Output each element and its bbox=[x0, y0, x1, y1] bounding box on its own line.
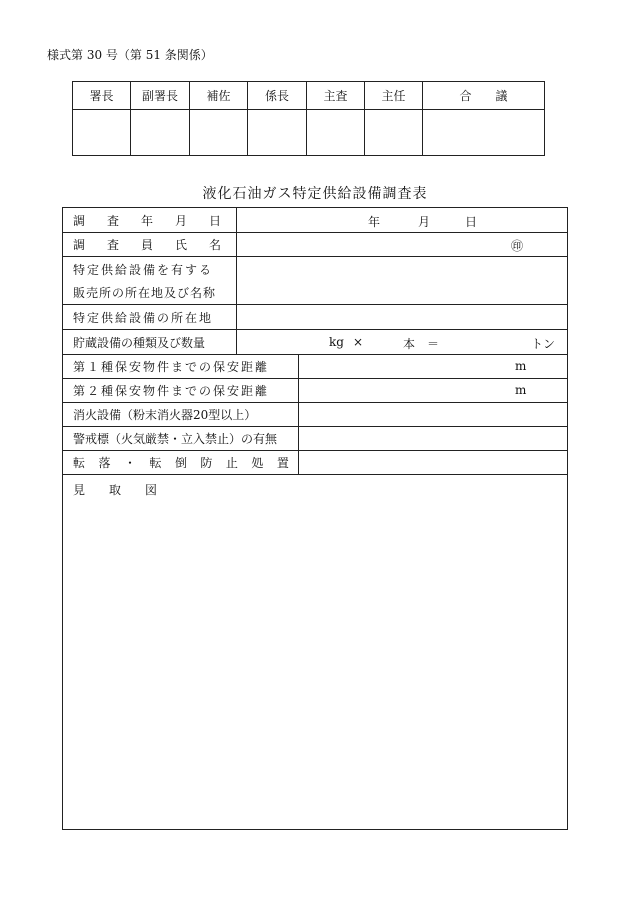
row-facility-location bbox=[63, 305, 567, 330]
unit-count: 本 bbox=[403, 337, 416, 351]
approval-cell bbox=[365, 82, 423, 155]
row-storage bbox=[63, 330, 567, 355]
label-extinguisher bbox=[63, 403, 299, 426]
approval-cell bbox=[131, 82, 190, 155]
map-area bbox=[63, 475, 567, 829]
label-text: 貯蔵設備の種類及び数量 bbox=[73, 335, 206, 350]
times-sign: × bbox=[353, 335, 364, 349]
label-char: 名 bbox=[208, 238, 221, 252]
approval-header: 署長 bbox=[73, 82, 130, 110]
unit-ton: トン bbox=[531, 337, 556, 351]
row-extinguisher bbox=[63, 403, 567, 427]
label-char: 図 bbox=[144, 483, 157, 497]
label-line: 特定供給設備を有する bbox=[73, 262, 214, 277]
form-number: 様式第 30 号（第 51 条関係） bbox=[47, 48, 213, 62]
label-char: 転 bbox=[73, 456, 86, 470]
label-text: 特定供給設備の所在地 bbox=[73, 310, 214, 325]
date-year: 年 bbox=[368, 215, 381, 229]
unit-kg: kg bbox=[329, 335, 344, 349]
label-char: 取 bbox=[108, 483, 121, 497]
label-char: 日 bbox=[208, 213, 221, 228]
row-fall-prevention bbox=[63, 451, 567, 475]
row-warning-sign bbox=[63, 427, 567, 451]
label-storage bbox=[63, 330, 237, 354]
equals-sign: ＝ bbox=[427, 337, 440, 351]
unit-meter: m bbox=[515, 359, 527, 373]
label-char: 氏 bbox=[174, 238, 187, 252]
label-survey-date bbox=[63, 208, 237, 232]
label-text: 消火設備（粉末消火器20型以上） bbox=[73, 408, 257, 422]
label-text: 第２種保安物件までの保安距離 bbox=[73, 384, 270, 398]
row-survey-date bbox=[63, 208, 567, 233]
label-char: 見 bbox=[73, 483, 86, 497]
label-char: 防 bbox=[200, 456, 213, 470]
label-char: 員 bbox=[140, 238, 153, 252]
label-char: 倒 bbox=[174, 456, 187, 470]
label-text: 第１種保安物件までの保安距離 bbox=[73, 360, 270, 374]
row-seller bbox=[63, 257, 567, 305]
label-seller bbox=[63, 257, 237, 304]
label-char: 年 bbox=[140, 213, 153, 228]
label-char: 置 bbox=[276, 456, 289, 470]
approval-header: 主任 bbox=[365, 82, 422, 110]
date-month: 月 bbox=[418, 215, 431, 229]
survey-table bbox=[62, 207, 568, 830]
date-day: 日 bbox=[465, 215, 478, 229]
label-facility-location bbox=[63, 305, 237, 329]
label-surveyor bbox=[63, 233, 237, 256]
label-char: 査 bbox=[106, 213, 119, 228]
label-line: 販売所の所在地及び名称 bbox=[73, 285, 217, 300]
form-title: 液化石油ガス特定供給設備調査表 bbox=[202, 186, 428, 202]
label-warning-sign bbox=[63, 427, 299, 450]
approval-cell bbox=[248, 82, 307, 155]
label-char: 止 bbox=[225, 456, 238, 470]
label-char: 査 bbox=[106, 238, 119, 252]
label-distance-class1 bbox=[63, 355, 299, 378]
unit-meter: m bbox=[515, 383, 527, 397]
approval-table bbox=[72, 81, 545, 156]
approval-header: 補佐 bbox=[190, 82, 247, 110]
seal-mark: ㊞ bbox=[511, 239, 524, 253]
row-surveyor bbox=[63, 233, 567, 257]
label-char: ・ bbox=[123, 456, 136, 470]
label-fall-prevention bbox=[63, 451, 299, 474]
approval-header: 合 議 bbox=[423, 82, 544, 110]
approval-cell bbox=[307, 82, 365, 155]
row-distance-class1 bbox=[63, 355, 567, 379]
label-map bbox=[73, 481, 157, 498]
label-char: 調 bbox=[73, 213, 86, 228]
label-distance-class2 bbox=[63, 379, 299, 402]
row-distance-class2 bbox=[63, 379, 567, 403]
label-char: 月 bbox=[174, 213, 187, 228]
approval-cell bbox=[190, 82, 248, 155]
approval-cell bbox=[423, 82, 544, 155]
label-char: 調 bbox=[73, 238, 86, 252]
approval-header: 主査 bbox=[307, 82, 364, 110]
label-char: 落 bbox=[98, 456, 111, 470]
label-char: 転 bbox=[149, 456, 162, 470]
label-char: 処 bbox=[251, 456, 264, 470]
label-text: 警戒標（火気厳禁・立入禁止）の有無 bbox=[73, 432, 278, 446]
approval-header: 係長 bbox=[248, 82, 306, 110]
approval-header: 副署長 bbox=[131, 82, 189, 110]
approval-cell bbox=[73, 82, 131, 155]
